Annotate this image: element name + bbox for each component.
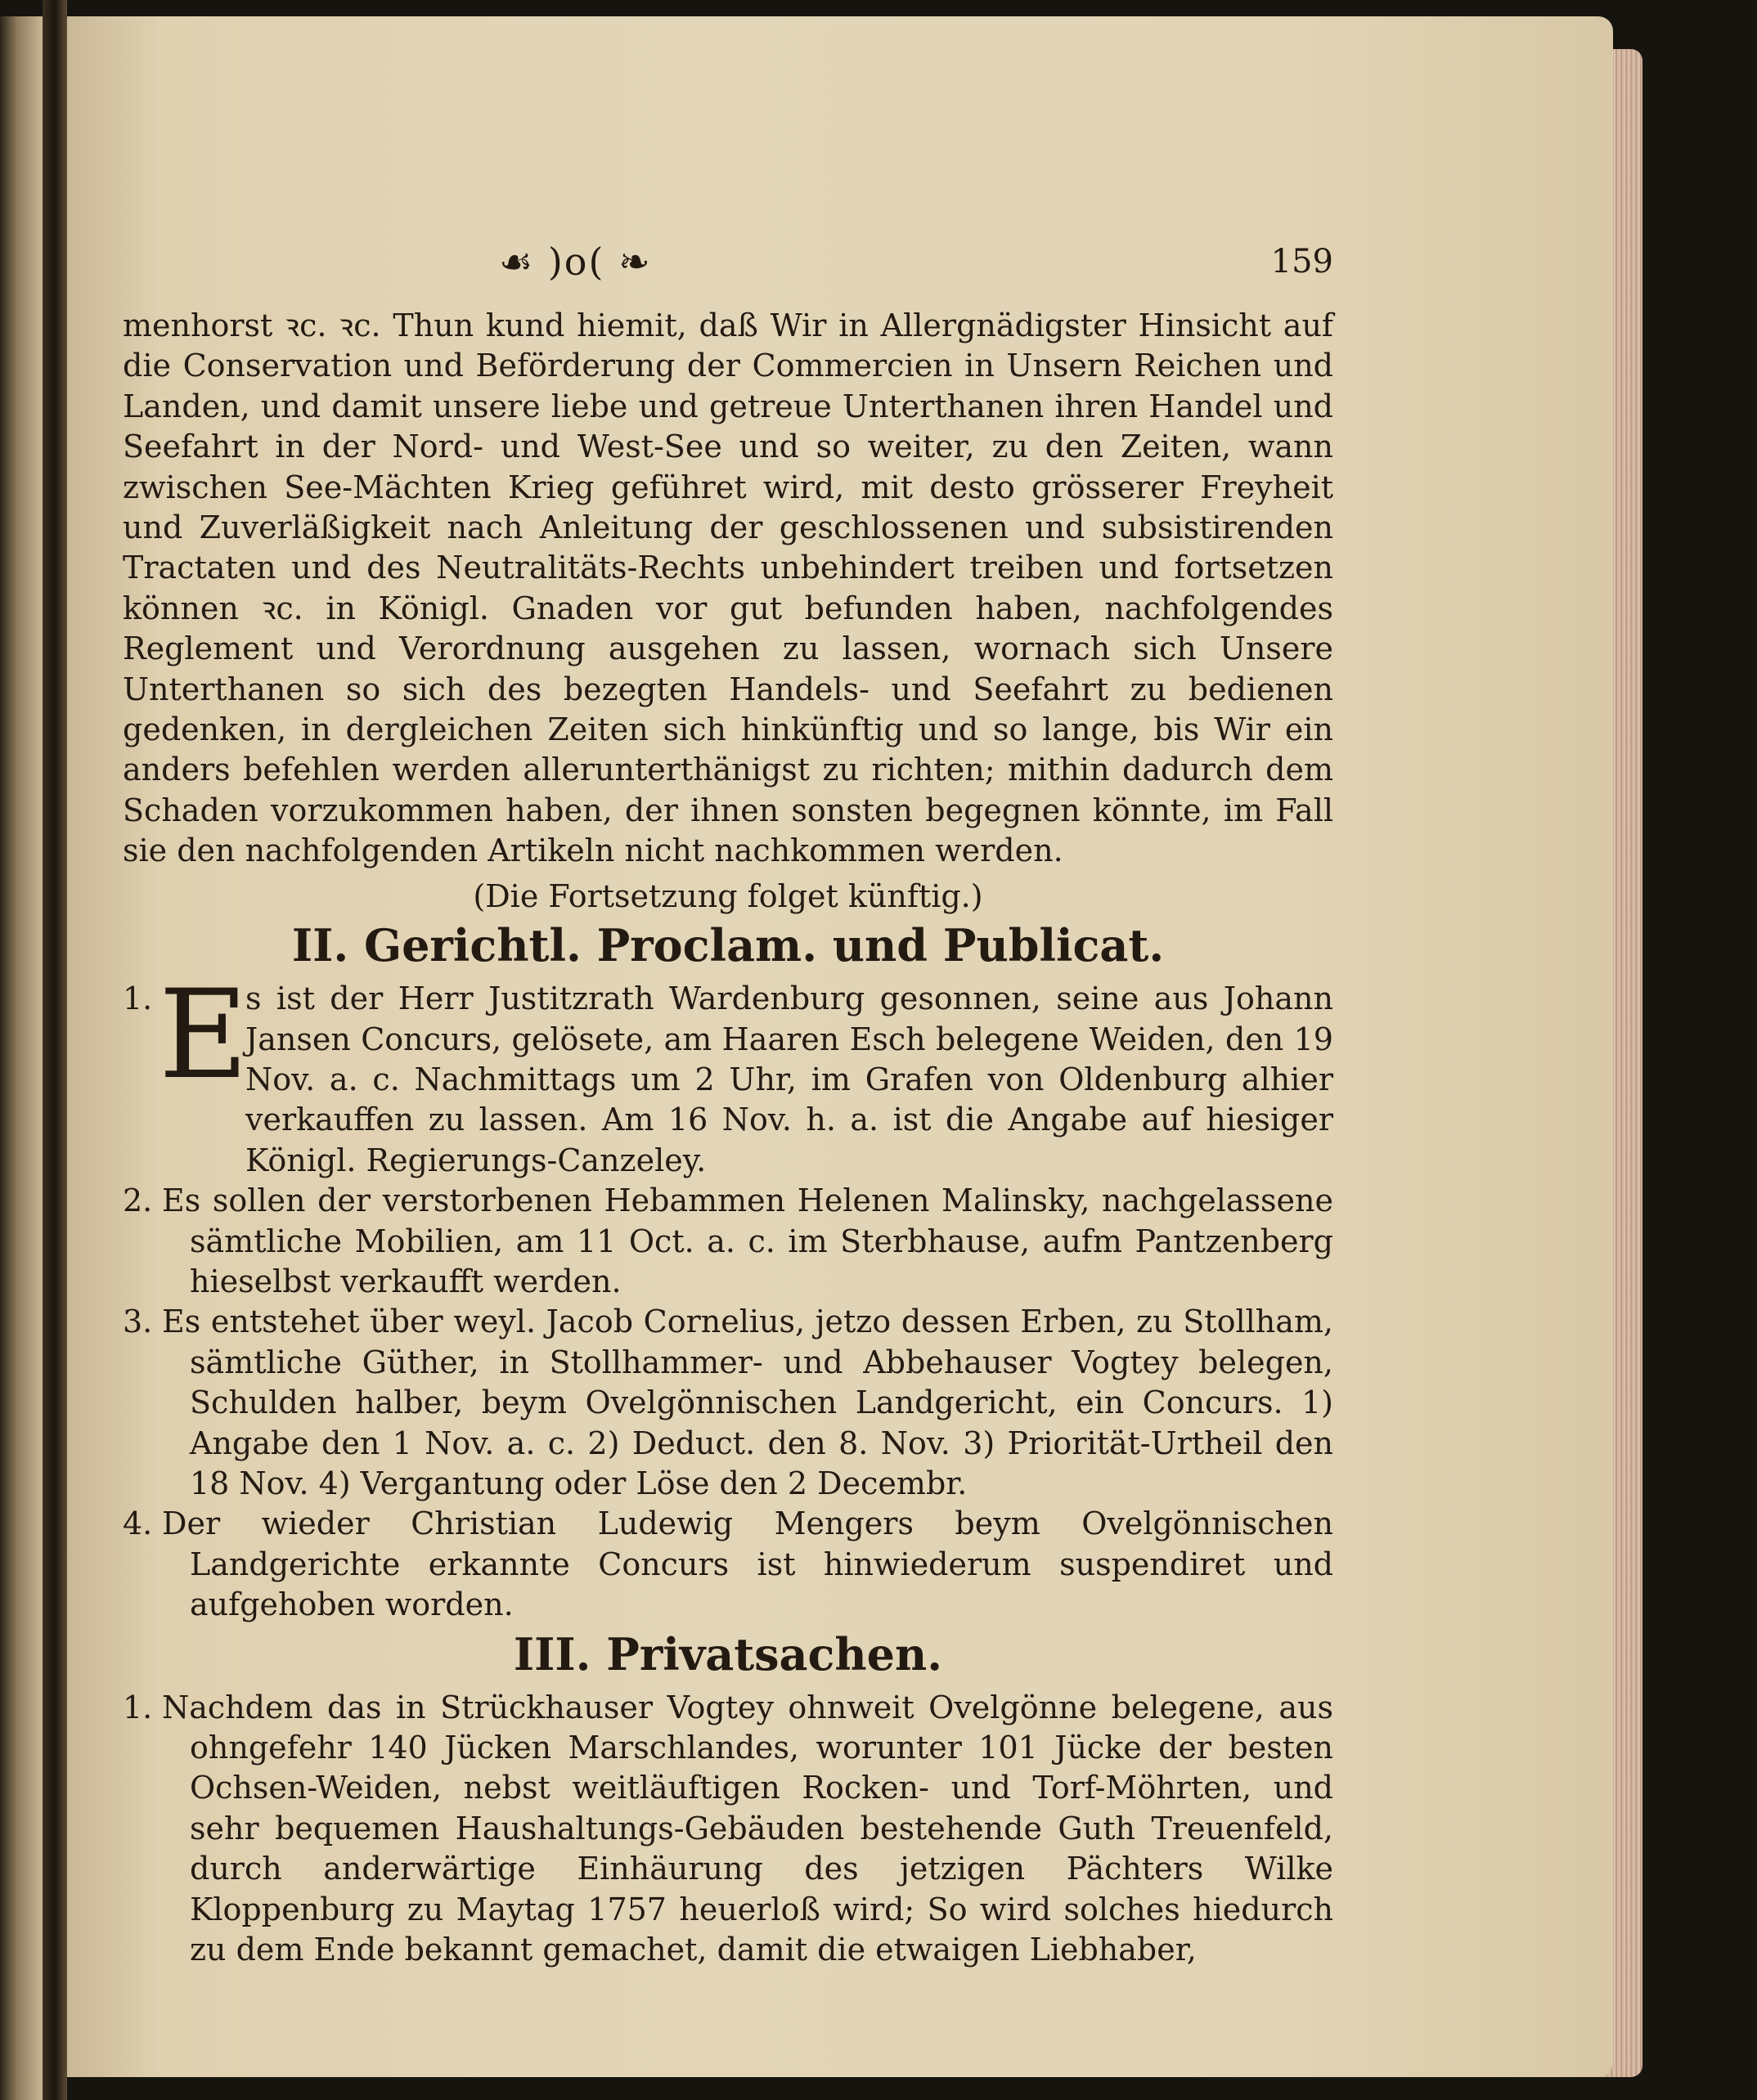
previous-page-edge [0,16,43,2100]
list-item [123,1181,1333,1302]
item-number: 2. [123,1182,153,1219]
list-item [123,1688,1333,1971]
drop-cap: E [159,964,249,1107]
item-text: s ist der Herr Justitzrath Wardenburg gesonnen, seine aus Johann Jansen Concurs, gelösete, am Haaren Esch belegene Weiden, den 19 Nov. a. c. Nachmittags um 2 Uhr, im Grafen von Oldenburg alhier verkauffen zu lassen. Am 16 Nov. h. a. ist die Angabe auf hiesiger Königl. Regierungs-Canzeley. [245,980,1333,1178]
list-item [123,1504,1333,1625]
item-number: 1. [123,1689,153,1725]
book-gutter [43,0,67,2100]
page-number: 159 [1270,243,1333,280]
page-text [123,237,1333,1970]
running-header [123,237,1333,294]
item-text: Nachdem das in Strückhauser Vogtey ohnweit Ovelgönne belegene, aus ohngefehr 140 Jücken Marschlandes, worunter 101 Jücke der besten Ochsen-Weiden, nebst weitläuftigen Rocken- und Torf-Möhrten, und sehr bequemen Haushaltungs-Gebäuden bestehende Guth Treuenfeld, durch anderwärtige Einhäurung des jetzigen Pächters Wilke Kloppenburg zu Maytag 1757 heuerloß wird; So wird solches hiedurch zu dem Ende bekannt gemachet, damit die etwaigen Liebhaber, [162,1689,1333,1968]
item-text: Der wieder Christian Ludewig Mengers beym Ovelgönnischen Landgerichte erkannte Concurs ist hinwiederum suspendiret und aufgehoben worden. [162,1505,1333,1623]
intro-paragraph: menhorst ꝛc. ꝛc. Thun kund hiemit, daß Wir in Allergnädigster Hinsicht auf die Conservation und Beförderung der Commercien in Unsern Reichen und Landen, und damit unsere liebe und getreue Unterthanen ihren Handel und Seefahrt in der Nord- und West-See und so weiter, zu den Zeiten, wann zwischen See-Mächten Krieg geführet wird, mit desto grösserer Freyheit und Zuverläßigkeit nach Anleitung der geschlossenen und subsistirenden Tractaten und des Neutralitäts-Rechts unbehindert treiben und fortsetzen können ꝛc. in Königl. Gnaden vor gut befunden haben, nachfolgendes Reglement und Verordnung ausgehen zu lassen, wornach sich Unsere Unterthanen so sich des bezegten Handels- und Seefahrt zu bedienen gedenken, in dergleichen Zeiten sich hinkünftig und so lange, bis Wir ein anders befehlen werden allerunterthänigst zu richten; mithin dadurch dem Schaden vorzukommen haben, der ihnen sonsten begegnen könnte, im Fall sie den nachfolgenden Artikeln nicht nachkommen werden. [123,307,1333,869]
item-number: 4. [123,1505,153,1542]
item-text: Es sollen der verstorbenen Hebammen Helenen Malinsky, nachgelassene sämtliche Mobilien, am 11 Oct. a. c. im Sterbhause, aufm Pantzenberg hieselbst verkaufft werden. [162,1182,1333,1299]
item-text: Es entstehet über weyl. Jacob Cornelius, jetzo dessen Erben, zu Stollham, sämtliche Güther, in Stollhammer- und Abbehauser Vogtey belegen, Schulden halber, beym Ovelgönnischen Landgericht, ein Concurs. 1) Angabe den 1 Nov. a. c. 2) Deduct. den 8. Nov. 3) Priorität-Urtheil den 18 Nov. 4) Vergantung oder Löse den 2 Decembr. [162,1304,1333,1501]
section-2-title: II. Gerichtl. Proclam. und Publicat. [291,919,1165,972]
continuation-note: (Die Fortsetzung folget künftig.) [473,877,983,914]
list-item [123,1302,1333,1504]
item-number: 1. [123,980,153,1017]
list-item [123,964,1333,1181]
section-3-title: III. Privatsachen. [513,1627,943,1680]
header-ornament: ☙ )o( ❧ [499,240,652,284]
item-number: 3. [123,1304,153,1340]
